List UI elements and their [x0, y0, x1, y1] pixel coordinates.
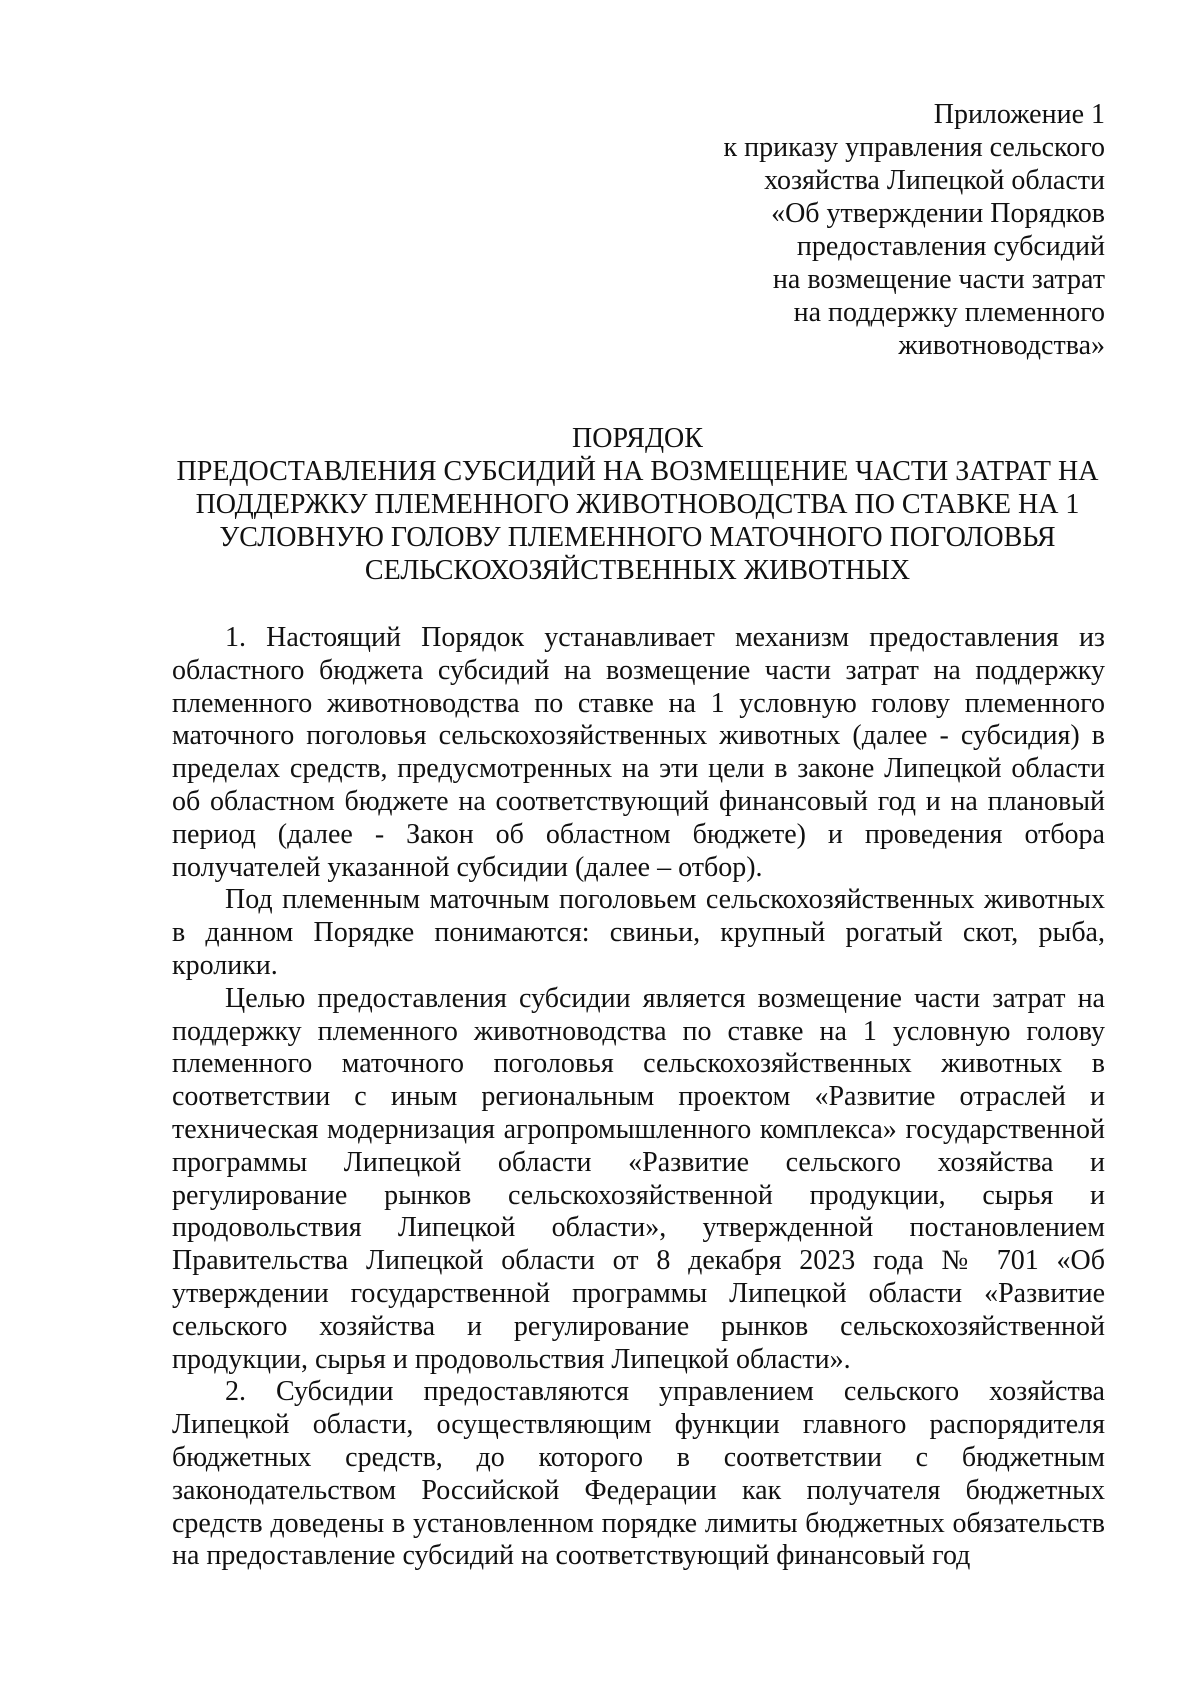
- document-body: [172, 622, 1105, 1573]
- annex-line: предоставления субсидий: [796, 231, 1105, 262]
- title-line: ПОДДЕРЖКУ ПЛЕМЕННОГО ЖИВОТНОВОДСТВА ПО СТАВКЕ НА 1: [195, 489, 1080, 520]
- annex-line: хозяйства Липецкой области: [764, 165, 1105, 196]
- annex-line: на возмещение части затрат: [772, 264, 1105, 295]
- annex-line: на поддержку племенного: [793, 297, 1105, 328]
- annex-block: [545, 98, 1105, 362]
- annex-line: «Об утверждении Порядков: [771, 198, 1105, 229]
- paragraph-1: 1. Настоящий Порядок устанавливает механизм предоставления из областного бюджета субсидий на возмещение части затрат на поддержку племенного животноводства по ставке на 1 условную голову племенного маточного поголовья сельскохозяйственных животных (далее - субсидия) в пределах средств, предусмотренных на эти цели в законе Липецкой области об областном бюджете на соответствующий финансовый год и на плановый период (далее - Закон об областном бюджете) и проведения отбора получателей указанной субсидии (далее – отбор).: [172, 622, 1105, 883]
- paragraph-3: Целью предоставления субсидии является возмещение части затрат на поддержку племенного животноводства по ставке на 1 условную голову племенного маточного поголовья сельскохозяйственных животных в соответствии с иным региональным проектом «Развитие отраслей и техническая модернизация агропромышленного комплекса» государственной программы Липецкой области «Развитие сельского хозяйства и регулирование рынков сельскохозяйственной продукции, сырья и продовольствия Липецкой области», утвержденной постановлением Правительства Липецкой области от 8 декабря 2023 года № 701 «Об утверждении государственной программы Липецкой области «Развитие сельского хозяйства и регулирование рынков сельскохозяйственной продукции, сырья и продовольствия Липецкой области».: [172, 982, 1105, 1375]
- paragraph-2: Под племенным маточным поголовьем сельскохозяйственных животных в данном Порядке понимаются: свиньи, крупный рогатый скот, рыба, кролики.: [172, 884, 1105, 981]
- annex-line: животноводства»: [898, 330, 1105, 361]
- document-title: [170, 422, 1105, 587]
- annex-line: к приказу управления сельского: [723, 132, 1105, 163]
- title-line: ПРЕДОСТАВЛЕНИЯ СУБСИДИЙ НА ВОЗМЕЩЕНИЕ ЧАСТИ ЗАТРАТ НА: [176, 456, 1099, 487]
- annex-line: Приложение 1: [933, 99, 1105, 130]
- title-line: УСЛОВНУЮ ГОЛОВУ ПЛЕМЕННОГО МАТОЧНОГО ПОГОЛОВЬЯ: [219, 522, 1056, 553]
- title-heading: ПОРЯДОК: [572, 423, 703, 454]
- paragraph-4: 2. Субсидии предоставляются управлением сельского хозяйства Липецкой области, осуществляющим функции главного распорядителя бюджетных средств, до которого в соответствии с бюджетным законодательством Российской Федерации как получателя бюджетных средств доведены в установленном порядке лимиты бюджетных обязательств на предоставление субсидий на соответствующий финансовый год: [172, 1376, 1105, 1572]
- title-line: СЕЛЬСКОХОЗЯЙСТВЕННЫХ ЖИВОТНЫХ: [364, 555, 911, 586]
